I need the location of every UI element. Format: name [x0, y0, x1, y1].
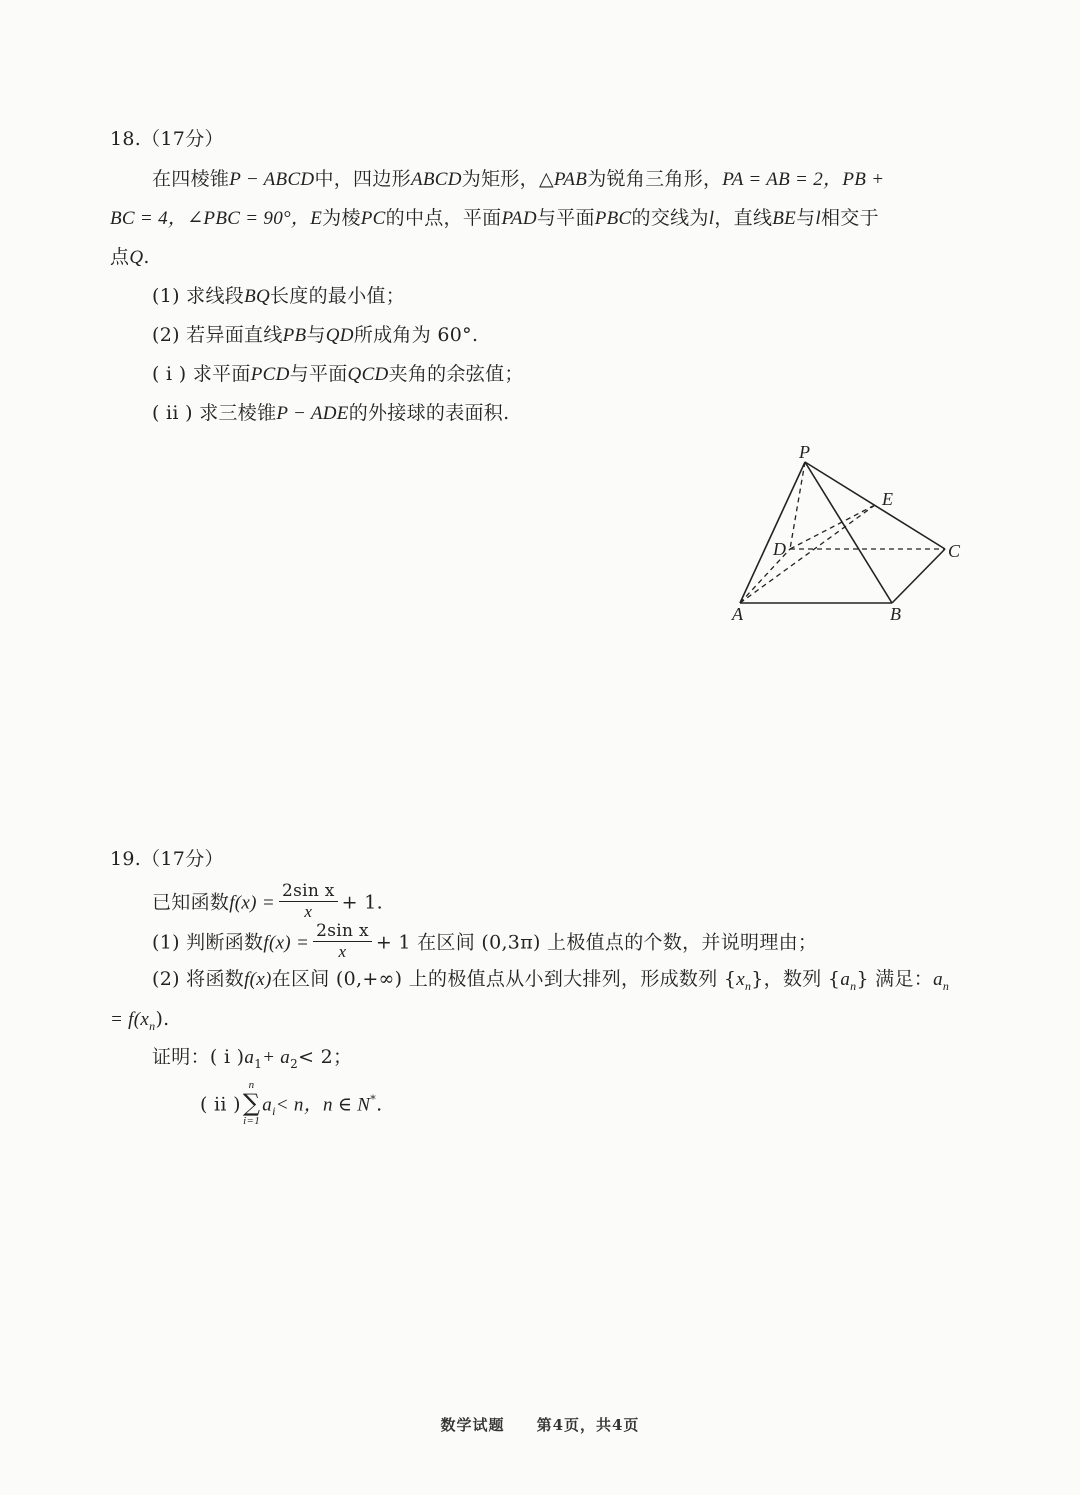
- q19-proof-ii: ( ii ) n ∑ i=1 $a_i< n$，n ∈ N*.: [200, 1079, 383, 1128]
- segment-AE-hidden: [740, 505, 875, 603]
- q18-stem-line2: BC = 4，∠PBC = 90°，E为棱PC的中点，平面PAD与平面PBC的交线为l，直线BE与l相交于: [110, 207, 879, 229]
- q19-part2-line1: (2) 将函数f(x)在区间 (0,+∞) 上的极值点从小到大排列，形成数列 $\{x_n\}$，数列 $\{a_n\}$ 满足：$a_n$: [152, 968, 950, 993]
- q18-part2: (2) 若异面直线PB与QD所成角为 60°.: [152, 324, 479, 346]
- q19-heading: 19.（17分）: [110, 848, 224, 870]
- q18-part2-ii: ( ii ) 求三棱锥P − ADE的外接球的表面积.: [152, 402, 510, 424]
- label-E: E: [882, 489, 893, 509]
- q18-stem-line1: 在四棱锥P − ABCD中，四边形ABCD为矩形，△PAB为锐角三角形，PA = AB = 2，PB +: [152, 168, 885, 190]
- q19-part1: (1) 判断函数f(x) = $\frac{\text{2sin x}}{x}$ + 1 在区间 (0,3π) 上极值点的个数，并说明理由；: [152, 921, 818, 961]
- page-footer: [0, 1414, 1080, 1435]
- summation-symbol: n ∑ i=1: [242, 1079, 261, 1128]
- footer-page-number: 第4页，共4页: [536, 1416, 640, 1434]
- edge-BC: [892, 549, 945, 603]
- segment-DE-hidden: [790, 505, 875, 549]
- q19-part2-line2: = $f(x_n)$.: [110, 1008, 170, 1033]
- q18-stem-line3: 点Q.: [110, 246, 150, 268]
- label-P: P: [799, 442, 810, 462]
- q19-proof-i: 证明：( i )$a_1+ a_2< 2$；: [152, 1046, 353, 1071]
- q18-part1: (1) 求线段BQ长度的最小值；: [152, 285, 406, 307]
- edge-PB: [805, 462, 892, 603]
- fraction-2sinx-over-x: $\frac{\text{2sin x}}{x}$: [313, 922, 372, 961]
- q19-given: 已知函数f(x) = $\frac{\text{2sin x}}{x}$ + 1.: [152, 881, 383, 921]
- edge-PD-hidden: [790, 462, 805, 549]
- edge-PA: [740, 462, 805, 603]
- label-D: D: [773, 539, 786, 559]
- q18-heading: 18.（17分）: [110, 128, 224, 150]
- pyramid-figure: [720, 438, 980, 628]
- label-A: A: [732, 604, 743, 624]
- label-C: C: [948, 541, 961, 561]
- footer-subject: 数学试题: [440, 1416, 505, 1434]
- fraction-2sinx-over-x: $\frac{\text{2sin x}}{x}$: [279, 882, 338, 921]
- label-B: B: [890, 604, 901, 624]
- q18-part2-i: ( i ) 求平面PCD与平面QCD夹角的余弦值；: [152, 363, 524, 385]
